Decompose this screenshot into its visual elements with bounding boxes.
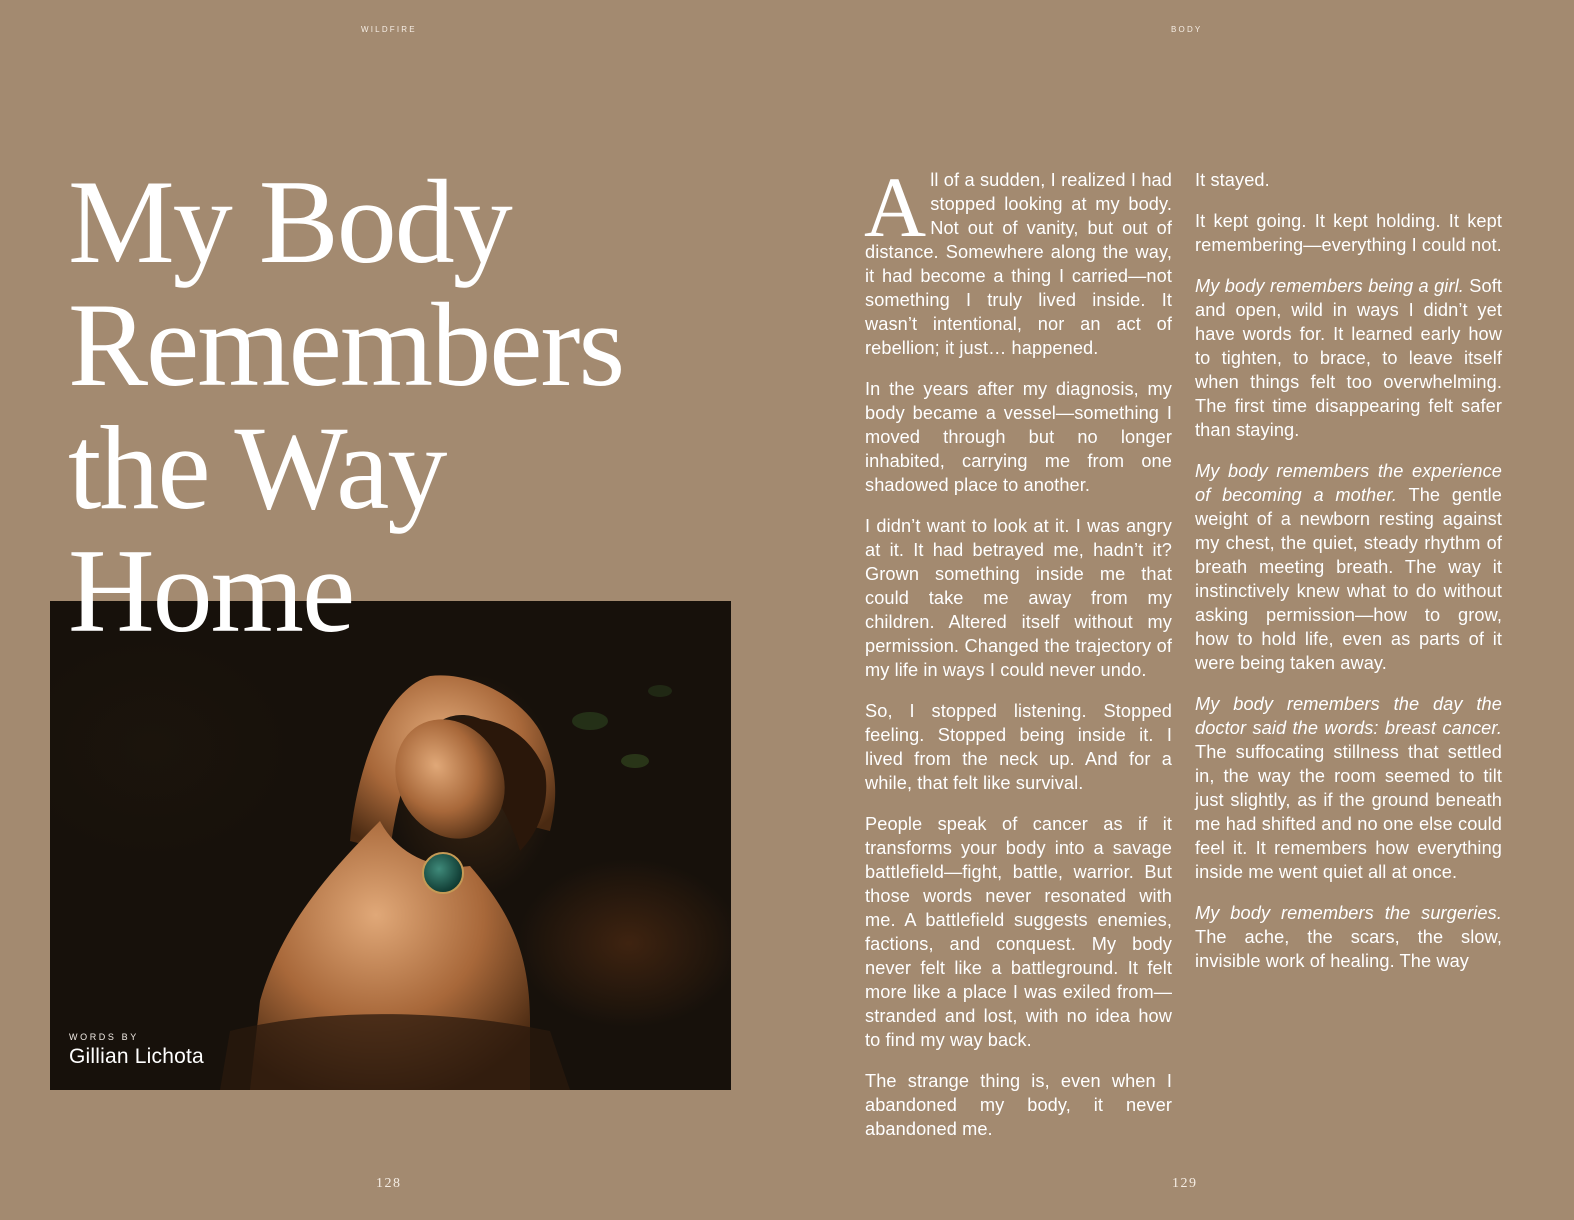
title-line: My Body xyxy=(68,155,511,288)
article-title xyxy=(68,155,624,657)
paragraph: It kept going. It kept holding. It kept remembering—everything I could not. xyxy=(1195,211,1502,255)
paragraph-emphasis: My body remembers the surgeries. xyxy=(1195,903,1502,923)
page-number-right: 129 xyxy=(1172,1176,1198,1191)
portrait-illustration xyxy=(50,601,731,1090)
portrait-photo xyxy=(50,601,731,1090)
title-line: Remembers xyxy=(68,278,624,411)
page-number-left: 128 xyxy=(376,1176,402,1191)
paragraph-text: The gentle weight of a newborn resting against my chest, the quiet, steady rhythm of breath meeting breath. The way it instinctively knew what to do without asking permission—how to grow, how to hold life, even as parts of it were being taken away. xyxy=(1195,485,1502,673)
paragraph: I didn’t want to look at it. I was angry at it. It had betrayed me, hadn’t it? Grown something inside me that could take me away from my children. Altered itself without my permission. Changed the trajectory of my life in ways I could never undo. xyxy=(865,516,1172,680)
paragraph: It stayed. xyxy=(1195,170,1270,190)
paragraph xyxy=(1195,459,1502,675)
leaf xyxy=(572,712,608,730)
title-line: the Way xyxy=(68,401,446,534)
shadow xyxy=(220,1014,570,1090)
paragraph: People speak of cancer as if it transforms your body into a savage battlefield—fight, battle, warrior. But those words never resonated with me. A battlefield suggests enemies, factions, and conquest. My body never felt like a battleground. It felt more like a place I was exiled from—stranded and lost, with no idea how to find my way back. xyxy=(865,814,1172,1050)
paragraph-emphasis: My body remembers the experience of becoming a mother. xyxy=(1195,461,1502,505)
leaf xyxy=(648,685,672,697)
paragraph-text: ll of a sudden, I realized I had stopped looking at my body. Not out of vanity, but out of distance. Somewhere along the way, it had become a thing I carried—not something I truly lived inside. It wasn’t intentional, nor an act of rebellion; it just… happened. xyxy=(865,170,1172,358)
title-line: Home xyxy=(68,524,354,657)
article-column-1 xyxy=(864,159,1172,1139)
paragraph xyxy=(1195,901,1502,973)
paragraph xyxy=(864,159,1172,360)
earring xyxy=(423,853,463,893)
paragraph xyxy=(1195,274,1502,442)
paragraph-text: Soft and open, wild in ways I didn’t yet have words for. It learned early how to tighten, to brace, to leave itself when things felt too overwhelming. The first time disappearing felt safer than staying. xyxy=(1195,276,1503,440)
paragraph-text: The suffocating stillness that settled in, the way the room seemed to tilt just slightly, as if the ground beneath me had shifted and no one else could feel it. It remembers how everything inside me went quiet all at once. xyxy=(1195,742,1502,882)
paragraph-emphasis: My body remembers the day the doctor said the words: breast cancer. xyxy=(1195,694,1502,738)
drop-cap: A xyxy=(864,159,927,255)
paragraph: So, I stopped listening. Stopped feeling. Stopped being inside it. I lived from the neck up. And for a while, that felt like survival. xyxy=(865,701,1172,793)
running-head-left: WILDFIRE xyxy=(361,25,417,34)
byline-author: Gillian Lichota xyxy=(69,1045,204,1068)
paragraph xyxy=(1195,692,1502,884)
article-column-2 xyxy=(1195,168,1502,1085)
byline-label: WORDS BY xyxy=(69,1032,139,1042)
leaf xyxy=(621,754,649,768)
paragraph: The strange thing is, even when I abandoned my body, it never abandoned me. xyxy=(865,1071,1172,1139)
running-head-right: BODY xyxy=(1171,25,1203,34)
paragraph-text: The ache, the scars, the slow, invisible work of healing. The way xyxy=(1195,927,1502,971)
paragraph: In the years after my diagnosis, my body became a vessel—something I moved through but no longer inhabited, carrying me from one shadowed place to another. xyxy=(865,379,1172,495)
paragraph-emphasis: My body remembers being a girl. xyxy=(1195,276,1464,296)
